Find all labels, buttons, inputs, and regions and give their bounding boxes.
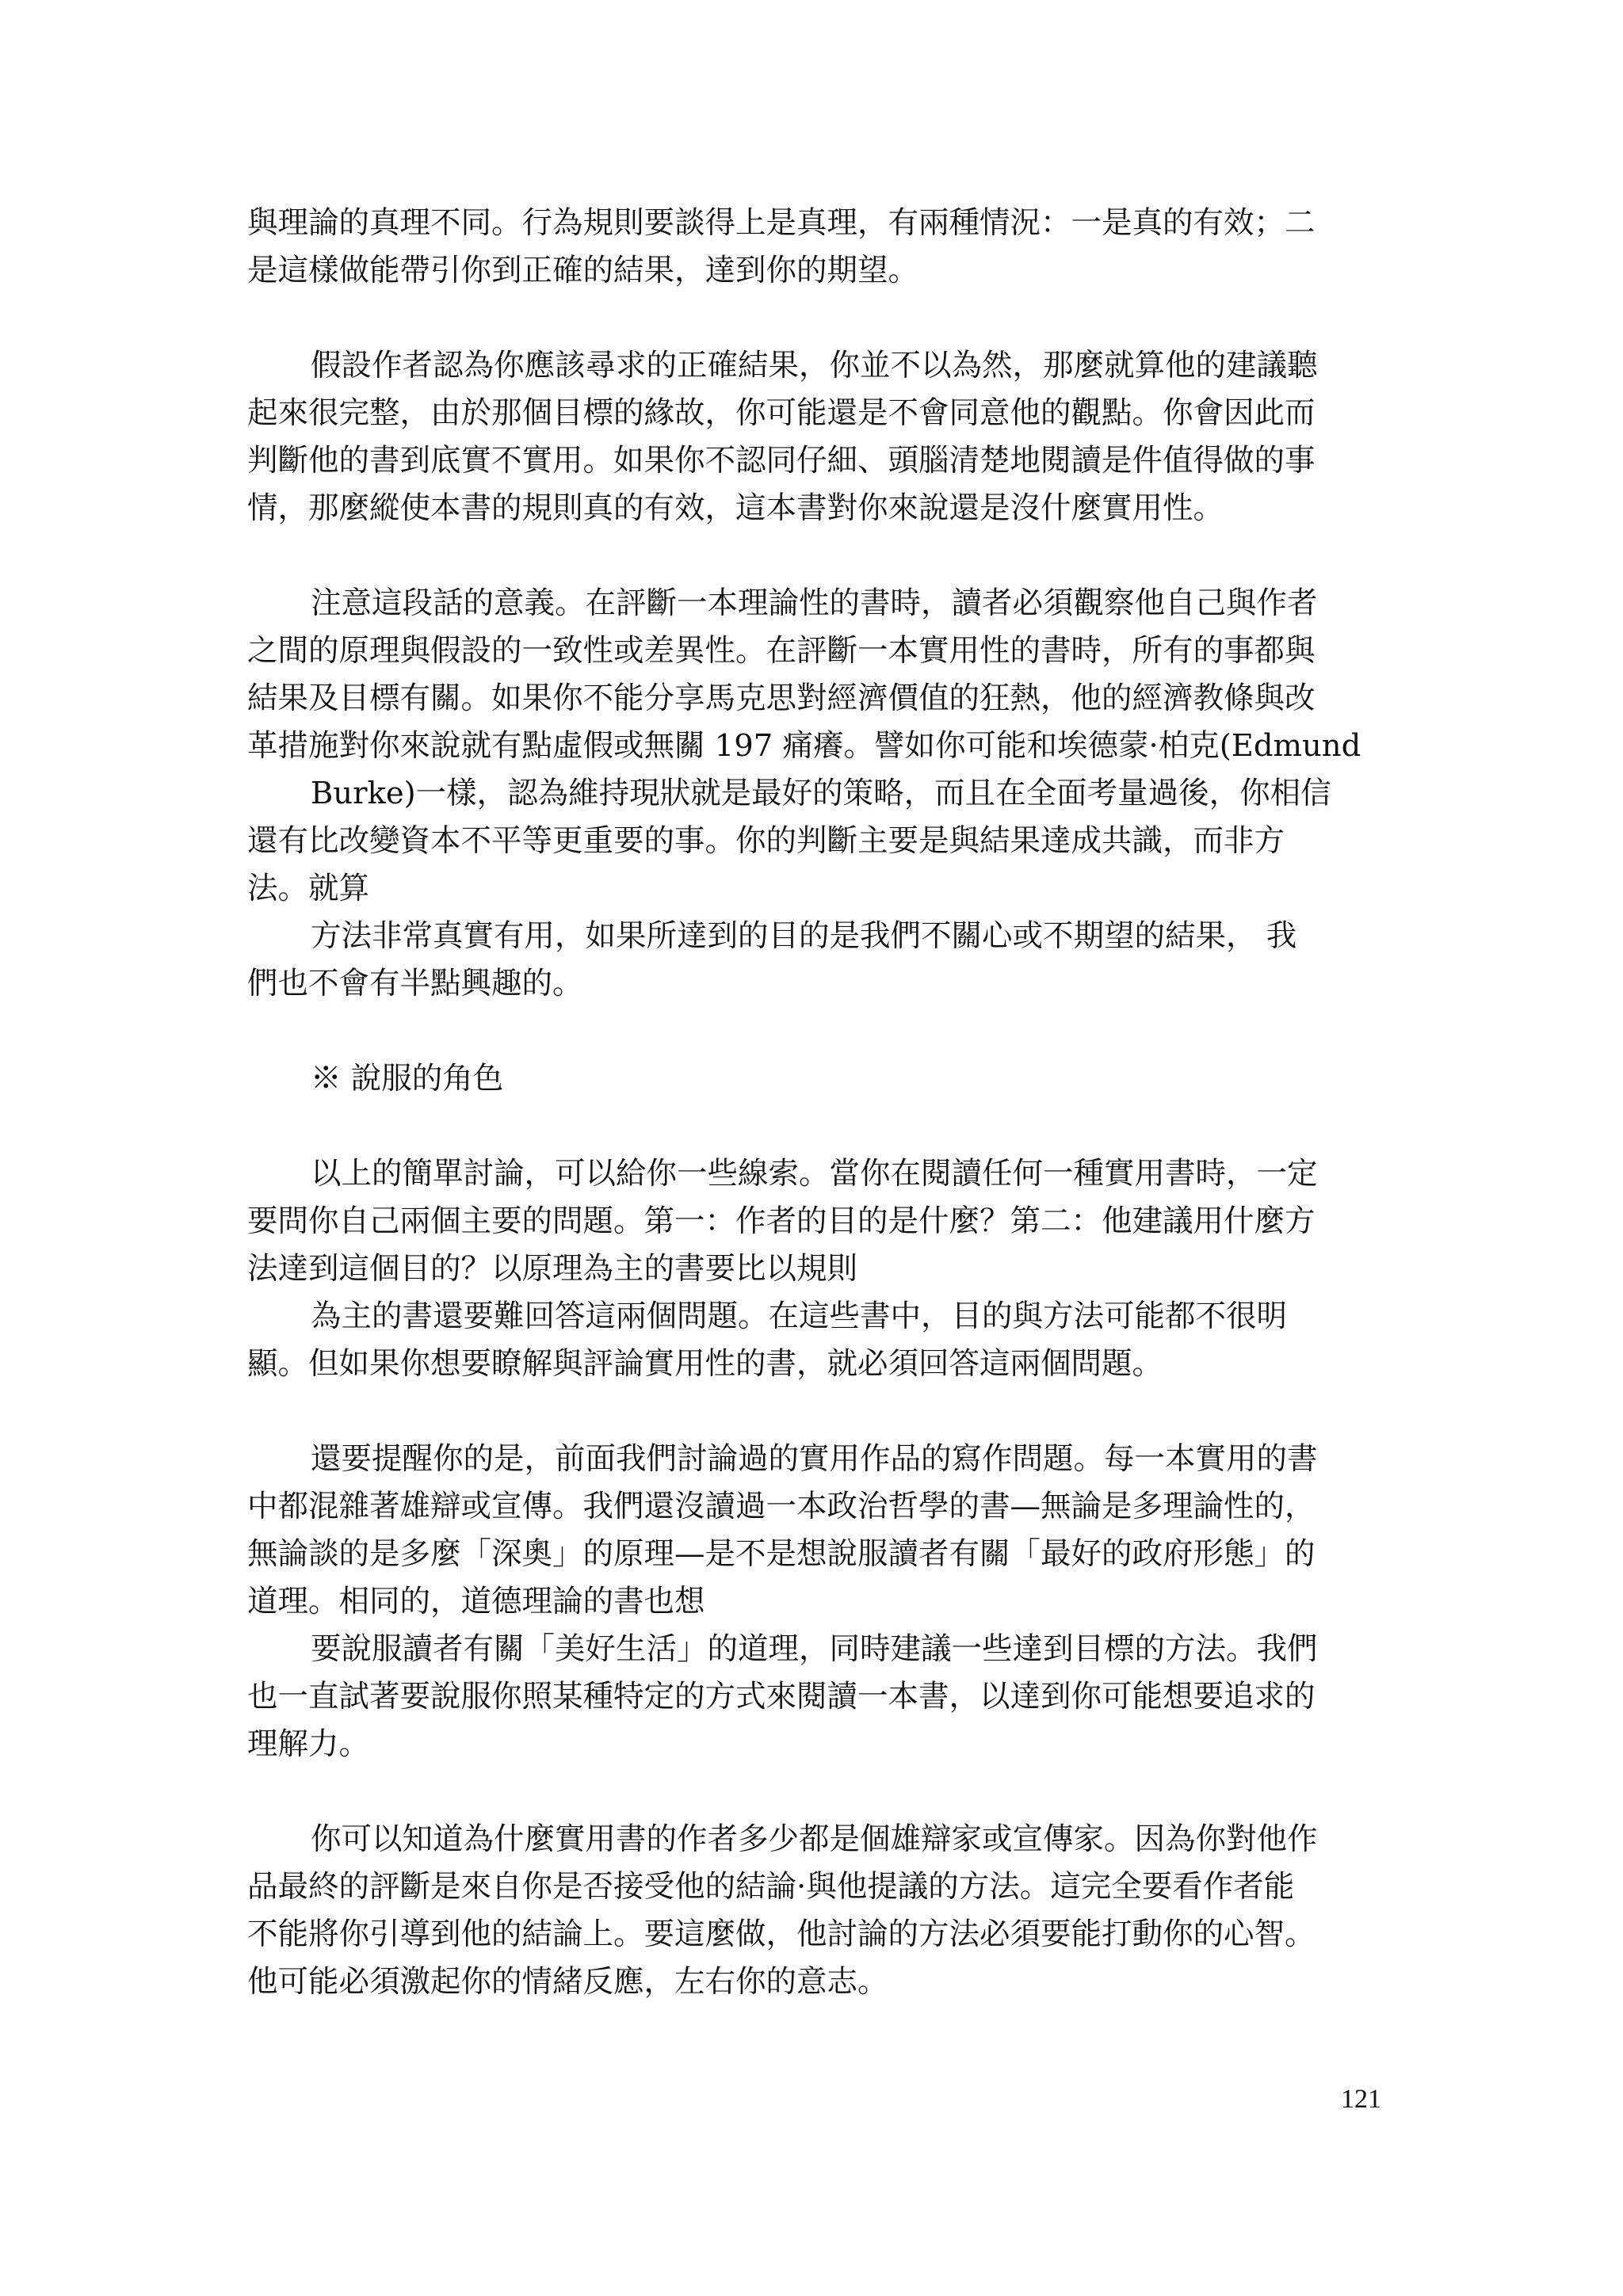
- text-line: 以上的簡單討論，可以給你一些線索。當你在閱讀任何一種實用書時，一定: [311, 1156, 1318, 1192]
- text-line: 他可能必須激起你的情緒反應，左右你的意志。: [247, 1964, 888, 2000]
- text-line: 要說服讀者有關「美好生活」的道理，同時建議一些達到目標的方法。我們: [311, 1631, 1318, 1667]
- text-line: 假設作者認為你應該尋求的正確結果，你並不以為然，那麼就算他的建議聽: [311, 348, 1318, 383]
- text-line: 不能將你引導到他的結論上。要這麼做，他討論的方法必須要能打動你的心智。: [247, 1917, 1316, 1952]
- text-line: 法。就算: [247, 871, 370, 906]
- page-number: 121: [1341, 2084, 1381, 2114]
- text-line: 要問你自己兩個主要的問題。第一：作者的目的是什麼？第二：他建議用什麼方: [247, 1203, 1316, 1239]
- text-line: 注意這段話的意義。在評斷一本理論性的書時，讀者必須觀察他自己與作者: [311, 585, 1318, 621]
- text-line: 之間的原理與假設的一致性或差異性。在評斷一本實用性的書時，所有的事都與: [247, 633, 1316, 669]
- text-line: 革措施對你來說就有點虛假或無關 197 痛癢。譬如你可能和埃德蒙·柏克(Edmund: [247, 728, 1361, 764]
- text-line: 情，那麼縱使本書的規則真的有效，這本書對你來說還是沒什麼實用性。: [247, 490, 1224, 526]
- text-line: 還有比改變資本不平等更重要的事。你的判斷主要是與結果達成共識，而非方: [247, 823, 1285, 859]
- text-line: Burke)一樣，認為維持現狀就是最好的策略，而且在全面考量過後，你相信: [311, 776, 1331, 811]
- text-line: 道理。相同的，道德理論的書也想: [247, 1584, 705, 1619]
- text-line: 是這樣做能帶引你到正確的結果，達到你的期望。: [247, 253, 919, 288]
- text-line: 判斷他的書到底實不實用。如果你不認同仔細、頭腦清楚地閱讀是件值得做的事: [247, 443, 1316, 479]
- text-line: 為主的書還要難回答這兩個問題。在這些書中，目的與方法可能都不很明: [311, 1299, 1288, 1334]
- text-line: 也一直試著要說服你照某種特定的方式來閱讀一本書，以達到你可能想要追求的: [247, 1679, 1316, 1714]
- text-line: 無論談的是多麼「深奧」的原理—是不是想說服讀者有關「最好的政府形態」的: [247, 1536, 1316, 1572]
- text-line: 顯。但如果你想要瞭解與評論實用性的書，就必須回答這兩個問題。: [247, 1346, 1163, 1382]
- text-line: 方法非常真實有用，如果所達到的目的是我們不關心或不期望的結果， 我: [311, 918, 1297, 954]
- text-line: 法達到這個目的？以原理為主的書要比以規則: [247, 1251, 858, 1287]
- text-line: 結果及目標有關。如果你不能分享馬克思對經濟價值的狂熱，他的經濟教條與改: [247, 681, 1316, 716]
- text-line: 你可以知道為什麼實用書的作者多少都是個雄辯家或宣傳家。因為你對他作: [311, 1821, 1318, 1857]
- text-line: 品最終的評斷是來自你是否接受他的結論·與他提議的方法。這完全要看作者能: [247, 1869, 1295, 1905]
- text-line: 起來很完整，由於那個目標的緣故，你可能還是不會同意他的觀點。你會因此而: [247, 395, 1316, 431]
- text-line: 還要提醒你的是，前面我們討論過的實用作品的寫作問題。每一本實用的書: [311, 1441, 1318, 1477]
- text-line: 們也不會有半點興趣的。: [247, 966, 583, 1001]
- text-line: 理解力。: [247, 1726, 370, 1762]
- text-line: 與理論的真理不同。行為規則要談得上是真理，有兩種情況：一是真的有效；二: [247, 205, 1316, 241]
- text-line: 中都混雜著雄辯或宣傳。我們還沒讀過一本政治哲學的書—無論是多理論性的，: [247, 1489, 1316, 1524]
- section-heading: ※ 說服的角色: [311, 1061, 504, 1097]
